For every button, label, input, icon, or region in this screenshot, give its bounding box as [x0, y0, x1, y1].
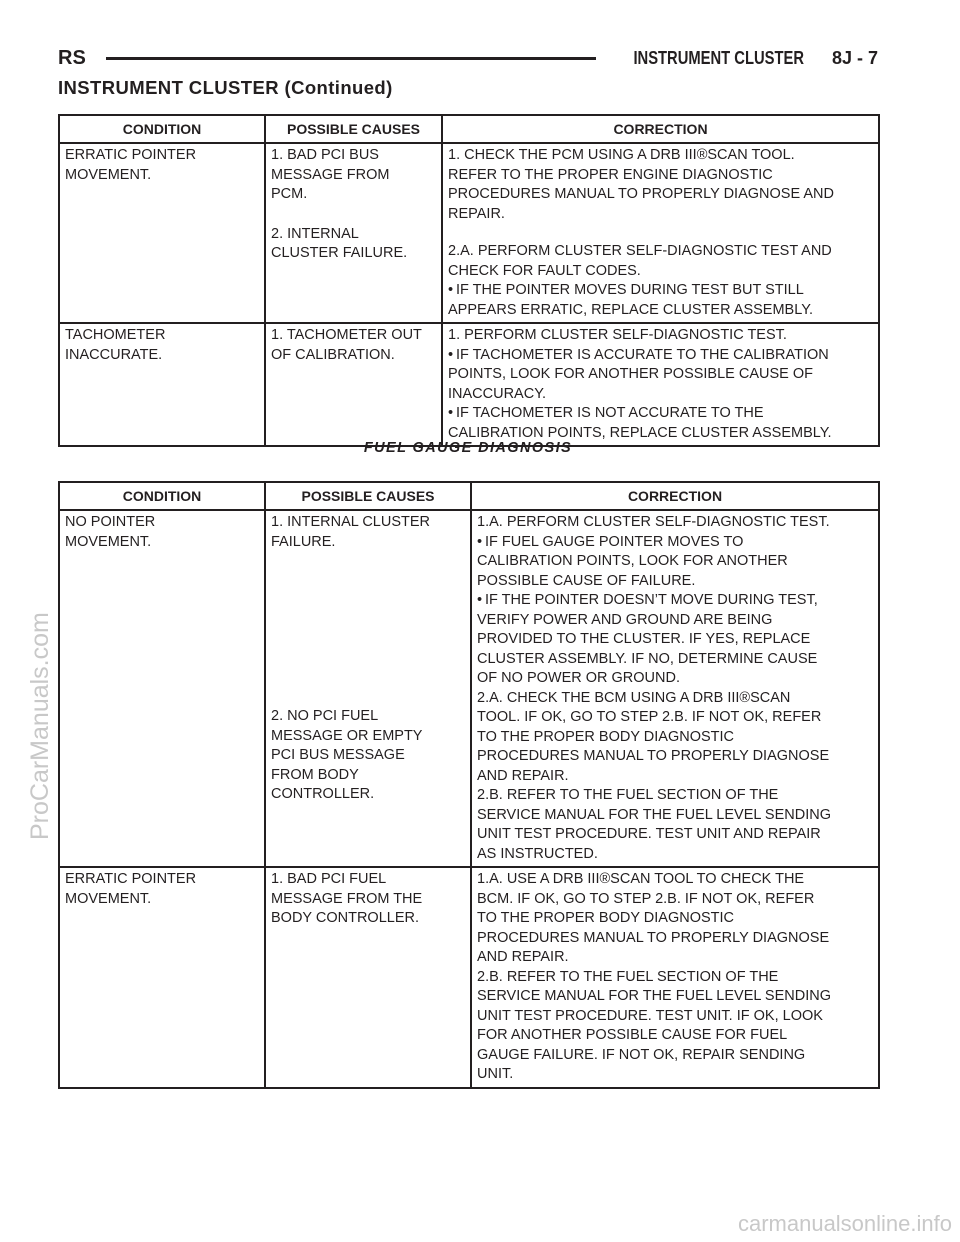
correction-line [477, 786, 873, 806]
line-text: OF NO POWER OR GROUND. [477, 670, 680, 686]
correction-line [477, 630, 873, 650]
line-text: FOR ANOTHER POSSIBLE CAUSE FOR FUEL [477, 1027, 788, 1043]
correction-line [448, 205, 873, 225]
correction-line [477, 1007, 873, 1027]
line-text: POINTS, LOOK FOR ANOTHER POSSIBLE CAUSE OF [448, 366, 813, 382]
correction-line [448, 185, 873, 205]
table-row [59, 867, 879, 1088]
correction-line [477, 987, 873, 1007]
correction-line [477, 1046, 873, 1066]
correction-line [477, 890, 873, 910]
line-text: CLUSTER ASSEMBLY. IF NO, DETERMINE CAUSE [477, 650, 818, 667]
cause-line: FAILURE. [271, 533, 336, 550]
correction-line [448, 301, 873, 321]
correction-group [448, 146, 873, 224]
correction-group [477, 513, 873, 689]
line-text: CALIBRATION POINTS, REPLACE CLUSTER ASSEMBLY. [448, 424, 832, 441]
line-text: IF TACHOMETER IS NOT ACCURATE TO THE [456, 405, 764, 421]
cause-line: 1. INTERNAL CLUSTER [271, 514, 430, 530]
table-header-row [59, 115, 879, 143]
causes-cell [265, 143, 442, 323]
line-text: INACCURACY. [448, 385, 547, 402]
line-text: PROCEDURES MANUAL TO PROPERLY DIAGNOSE [477, 748, 830, 764]
condition-cell [59, 323, 265, 446]
correction-line [477, 708, 873, 728]
correction-line [477, 806, 873, 826]
line-text: UNIT TEST PROCEDURE. TEST UNIT AND REPAIR [477, 826, 821, 842]
bullet-icon: • [448, 282, 454, 298]
line-text: 1. CHECK THE PCM USING A DRB III®SCAN TOOL. [448, 147, 795, 163]
condition-line: NO POINTER [65, 514, 156, 530]
line-text: IF THE POINTER DOESN’T MOVE DURING TEST, [485, 592, 818, 608]
fuel-gauge-table [58, 481, 880, 1089]
line-text: REFER TO THE PROPER ENGINE DIAGNOSTIC [448, 166, 773, 183]
header-title: INSTRUMENT CLUSTER [633, 48, 804, 68]
correction-cell [471, 867, 879, 1088]
correction-line [448, 385, 873, 405]
correction-line [477, 669, 873, 689]
table-body [59, 510, 879, 1088]
line-text: 2.A. PERFORM CLUSTER SELF-DIAGNOSTIC TEST AND [448, 243, 832, 259]
line-text: TO THE PROPER BODY DIAGNOSTIC [477, 728, 735, 745]
line-text: 1. PERFORM CLUSTER SELF-DIAGNOSTIC TEST. [448, 327, 787, 343]
correction-line [477, 611, 873, 631]
line-text: SERVICE MANUAL FOR THE FUEL LEVEL SENDING [477, 806, 831, 823]
line-text: 1.A. USE A DRB III®SCAN TOOL TO CHECK THE [477, 871, 805, 887]
correction-line [477, 948, 873, 968]
correction-line [448, 242, 873, 262]
correction-line [477, 747, 873, 767]
condition-cell [59, 510, 265, 867]
correction-line [477, 513, 873, 533]
correction-line [477, 845, 873, 865]
line-text: BCM. IF OK, GO TO STEP 2.B. IF NOT OK, REFER [477, 890, 815, 907]
line-text: IF TACHOMETER IS ACCURATE TO THE CALIBRATION [456, 346, 829, 363]
correction-line [477, 909, 873, 929]
bullet-line [448, 346, 873, 366]
line-text: REPAIR. [448, 205, 505, 222]
correction-line [448, 365, 873, 385]
bullet-icon: • [477, 592, 483, 608]
cause-group [271, 707, 465, 805]
condition-line: MOVEMENT. [65, 533, 152, 550]
line-text: AND REPAIR. [477, 949, 569, 965]
bullet-icon: • [477, 533, 483, 550]
cause-line: MESSAGE OR EMPTY [271, 727, 423, 744]
cause-group [271, 225, 436, 264]
correction-line [477, 689, 873, 709]
line-text: AND REPAIR. [477, 767, 569, 784]
column-header-correction: CORRECTION [442, 115, 879, 143]
cause-line: 2. INTERNAL [271, 225, 359, 242]
footer-watermark: carmanualsonline.info [737, 1211, 952, 1236]
correction-line [477, 728, 873, 748]
line-text: APPEARS ERRATIC, REPLACE CLUSTER ASSEMBLY. [448, 301, 814, 318]
bullet-line [448, 404, 873, 424]
column-header-condition: CONDITION [59, 482, 265, 510]
causes-cell [265, 323, 442, 446]
condition-cell [59, 143, 265, 323]
line-text: UNIT TEST PROCEDURE. TEST UNIT. IF OK, LOOK [477, 1007, 823, 1024]
condition-line: MOVEMENT. [65, 890, 152, 907]
cause-group [271, 146, 436, 205]
cause-line: PCM. [271, 186, 308, 202]
line-text: GAUGE FAILURE. IF NOT OK, REPAIR SENDING [477, 1046, 806, 1063]
line-text: 1.A. PERFORM CLUSTER SELF-DIAGNOSTIC TEST. [477, 514, 830, 530]
cause-line: MESSAGE FROM [271, 166, 390, 183]
correction-line [477, 929, 873, 949]
line-text: 2.A. CHECK THE BCM USING A DRB III®SCAN [477, 689, 791, 706]
condition-line: ERRATIC POINTER [65, 871, 197, 887]
correction-cell [471, 510, 879, 867]
correction-group [448, 242, 873, 320]
cause-group [271, 326, 436, 365]
bullet-icon: • [448, 405, 454, 421]
cause-line: FROM BODY [271, 766, 359, 783]
line-text: UNIT. [477, 1066, 514, 1082]
table-header-row [59, 482, 879, 510]
cause-group [271, 513, 465, 552]
correction-group [448, 326, 873, 443]
condition-line: INACCURATE. [65, 346, 163, 363]
page-number: 8J - 7 [831, 48, 878, 68]
cause-line: 1. TACHOMETER OUT [271, 327, 422, 343]
cause-line: 2. NO PCI FUEL [271, 708, 379, 724]
line-text: AS INSTRUCTED. [477, 845, 598, 862]
header-rule [106, 57, 596, 60]
cause-line: BODY CONTROLLER. [271, 910, 419, 926]
instrument-cluster-table [58, 114, 880, 447]
correction-line [448, 166, 873, 186]
correction-line [477, 968, 873, 988]
correction-line [477, 870, 873, 890]
correction-line [477, 825, 873, 845]
correction-line [477, 552, 873, 572]
table-body [59, 143, 879, 446]
line-text: 2.B. REFER TO THE FUEL SECTION OF THE [477, 968, 779, 985]
line-text: PROVIDED TO THE CLUSTER. IF YES, REPLACE [477, 631, 811, 647]
correction-line [448, 146, 873, 166]
line-text: POSSIBLE CAUSE OF FAILURE. [477, 572, 696, 589]
table-row [59, 143, 879, 323]
cause-line: 1. BAD PCI BUS [271, 147, 379, 163]
column-header-causes: POSSIBLE CAUSES [265, 115, 442, 143]
line-text: SERVICE MANUAL FOR THE FUEL LEVEL SENDING [477, 988, 831, 1004]
page-header [58, 46, 878, 72]
side-watermark: ProCarManuals.com [26, 612, 54, 840]
condition-line: ERRATIC POINTER [65, 147, 197, 163]
column-header-causes: POSSIBLE CAUSES [265, 482, 471, 510]
bullet-line [477, 533, 873, 553]
correction-cell [442, 143, 879, 323]
correction-group [477, 689, 873, 865]
bullet-line [477, 591, 873, 611]
line-text: VERIFY POWER AND GROUND ARE BEING [477, 611, 773, 628]
correction-line [477, 650, 873, 670]
bullet-line [448, 281, 873, 301]
continued-title: INSTRUMENT CLUSTER (Continued) [58, 77, 393, 98]
cause-line: 1. BAD PCI FUEL [271, 871, 387, 887]
condition-line: TACHOMETER [65, 327, 166, 343]
fuel-gauge-diagnosis-title: FUEL GAUGE DIAGNOSIS [363, 440, 573, 456]
column-header-correction: CORRECTION [471, 482, 879, 510]
column-header-condition: CONDITION [59, 115, 265, 143]
cause-line: CLUSTER FAILURE. [271, 245, 408, 261]
header-section-code: RS [58, 47, 86, 69]
condition-line: MOVEMENT. [65, 166, 152, 183]
line-text: CALIBRATION POINTS, LOOK FOR ANOTHER [477, 553, 788, 569]
table-row [59, 323, 879, 446]
condition-cell [59, 867, 265, 1088]
causes-cell [265, 867, 471, 1088]
correction-line [477, 767, 873, 787]
cause-group [271, 870, 465, 929]
correction-line [477, 1026, 873, 1046]
line-text: PROCEDURES MANUAL TO PROPERLY DIAGNOSE [477, 929, 830, 946]
line-text: 2.B. REFER TO THE FUEL SECTION OF THE [477, 787, 779, 803]
correction-group [477, 870, 873, 1085]
cause-line: OF CALIBRATION. [271, 346, 395, 363]
line-text: PROCEDURES MANUAL TO PROPERLY DIAGNOSE AND [448, 186, 834, 202]
correction-line [477, 572, 873, 592]
correction-line [448, 262, 873, 282]
line-text: CHECK FOR FAULT CODES. [448, 262, 641, 279]
correction-cell [442, 323, 879, 446]
bullet-icon: • [448, 346, 454, 363]
cause-line: PCI BUS MESSAGE [271, 747, 405, 763]
line-text: IF THE POINTER MOVES DURING TEST BUT STILL [456, 282, 804, 298]
line-text: TO THE PROPER BODY DIAGNOSTIC [477, 910, 735, 926]
table-row [59, 510, 879, 867]
causes-cell [265, 510, 471, 867]
line-text: TOOL. IF OK, GO TO STEP 2.B. IF NOT OK, REFER [477, 709, 822, 725]
cause-line: CONTROLLER. [271, 786, 375, 802]
cause-line: MESSAGE FROM THE [271, 890, 423, 907]
correction-line [477, 1065, 873, 1085]
line-text: IF FUEL GAUGE POINTER MOVES TO [485, 533, 744, 550]
correction-line [448, 326, 873, 346]
